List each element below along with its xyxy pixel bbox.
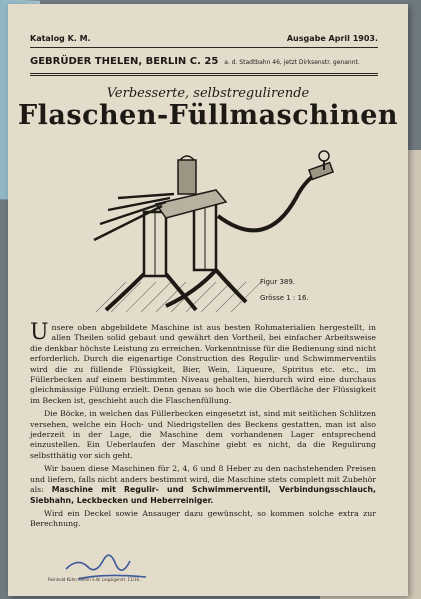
page-title: Flaschen-Füllmaschinen [17,100,399,131]
catalog-page [8,4,408,596]
header-rule [30,47,378,48]
paragraph-2: Die Böcke, in welchen das Füllerbecken eingesetzt ist, sind mit seitlichen Schlitzen versehen, welche ein Hoch- und Niedrigstellen des Beckens gestatten, man ist also jederzeit in der Lage, die Maschine dem vorhandenen Lager entsprechend einzustellen. Ein Ueberlaufen der Maschine giebt es nicht, da die Regulirung selbstthätig vor sich geht. [30,409,376,460]
firm-line [30,56,378,67]
paragraph-3-text: Wir bauen diese Maschinen für 2, 4, 6 und 8 Heber zu den nachstehenden Preisen und liefern, falls nicht anders bestimmt wird, die Maschine stets complett mit Zubehör als: [30,464,376,495]
drop-cap: U [30,320,49,345]
paragraph-4: Wird ein Deckel sowie Ansauger dazu gewünscht, so kommen solche extra zur Berechnung. [30,508,376,529]
catalog-number: Katalog K. M. [30,34,91,43]
catalog-header [30,34,378,43]
paragraph-3 [30,464,376,506]
firm-address: a. d. Stadtbahn 46, jetzt Dirksenstr. genannt. [224,59,360,66]
page-subtitle: Verbesserte, selbstregulirende [106,86,310,101]
figure-caption [260,274,309,306]
description-text [30,320,377,533]
paragraph-1-text: nsere oben abgebildete Maschine ist aus besten Rohmaterialien hergestellt, in allen Theilen solid gebaut und gewährt den Vortheil, bei einfacher Arbeitsweise die denkbar höchste Leistung zu erreichen. Vorkenntnisse für die Bedienung sind nicht erforderlich. Durch die eigenartige Construction des Regulir- und Schwimmerventils wird die zu füllende Flüssigkeit, Bier, Wein, Liqueure, Spiritus etc. etc., im Füllerbecken auf einem bestimmten Niveau gehalten, hierdurch wird eine durchaus gleichmässige Füllung erzielt. Denn genau so hoch wie die Oberfläche der Flüssigkeit im Becken ist, geschieht auch die Flaschenfüllung. [30,323,376,405]
filling-machine-illustration [66,142,376,322]
figure-number: Figur 389. [260,278,296,286]
figure-scale: Grösse 1 : 16. [260,294,309,302]
firm-name: GEBRÜDER THELEN, BERLIN C. 25 [30,56,219,67]
paragraph-1 [30,320,376,406]
edition-date: Ausgabe April 1903. [286,34,378,43]
accessory-list: Maschine mit Regulir- und Schwimmerventil, Verbindungsschlauch, Siebhahn, Leckbecken und Heberreiniger. [30,485,377,505]
firm-rule-top [30,73,378,74]
printer-imprint: Reinhold Kühn, Berlin S.W. Leipzigerstr. 11/16. [48,577,141,582]
firm-rule-bottom [30,75,378,76]
